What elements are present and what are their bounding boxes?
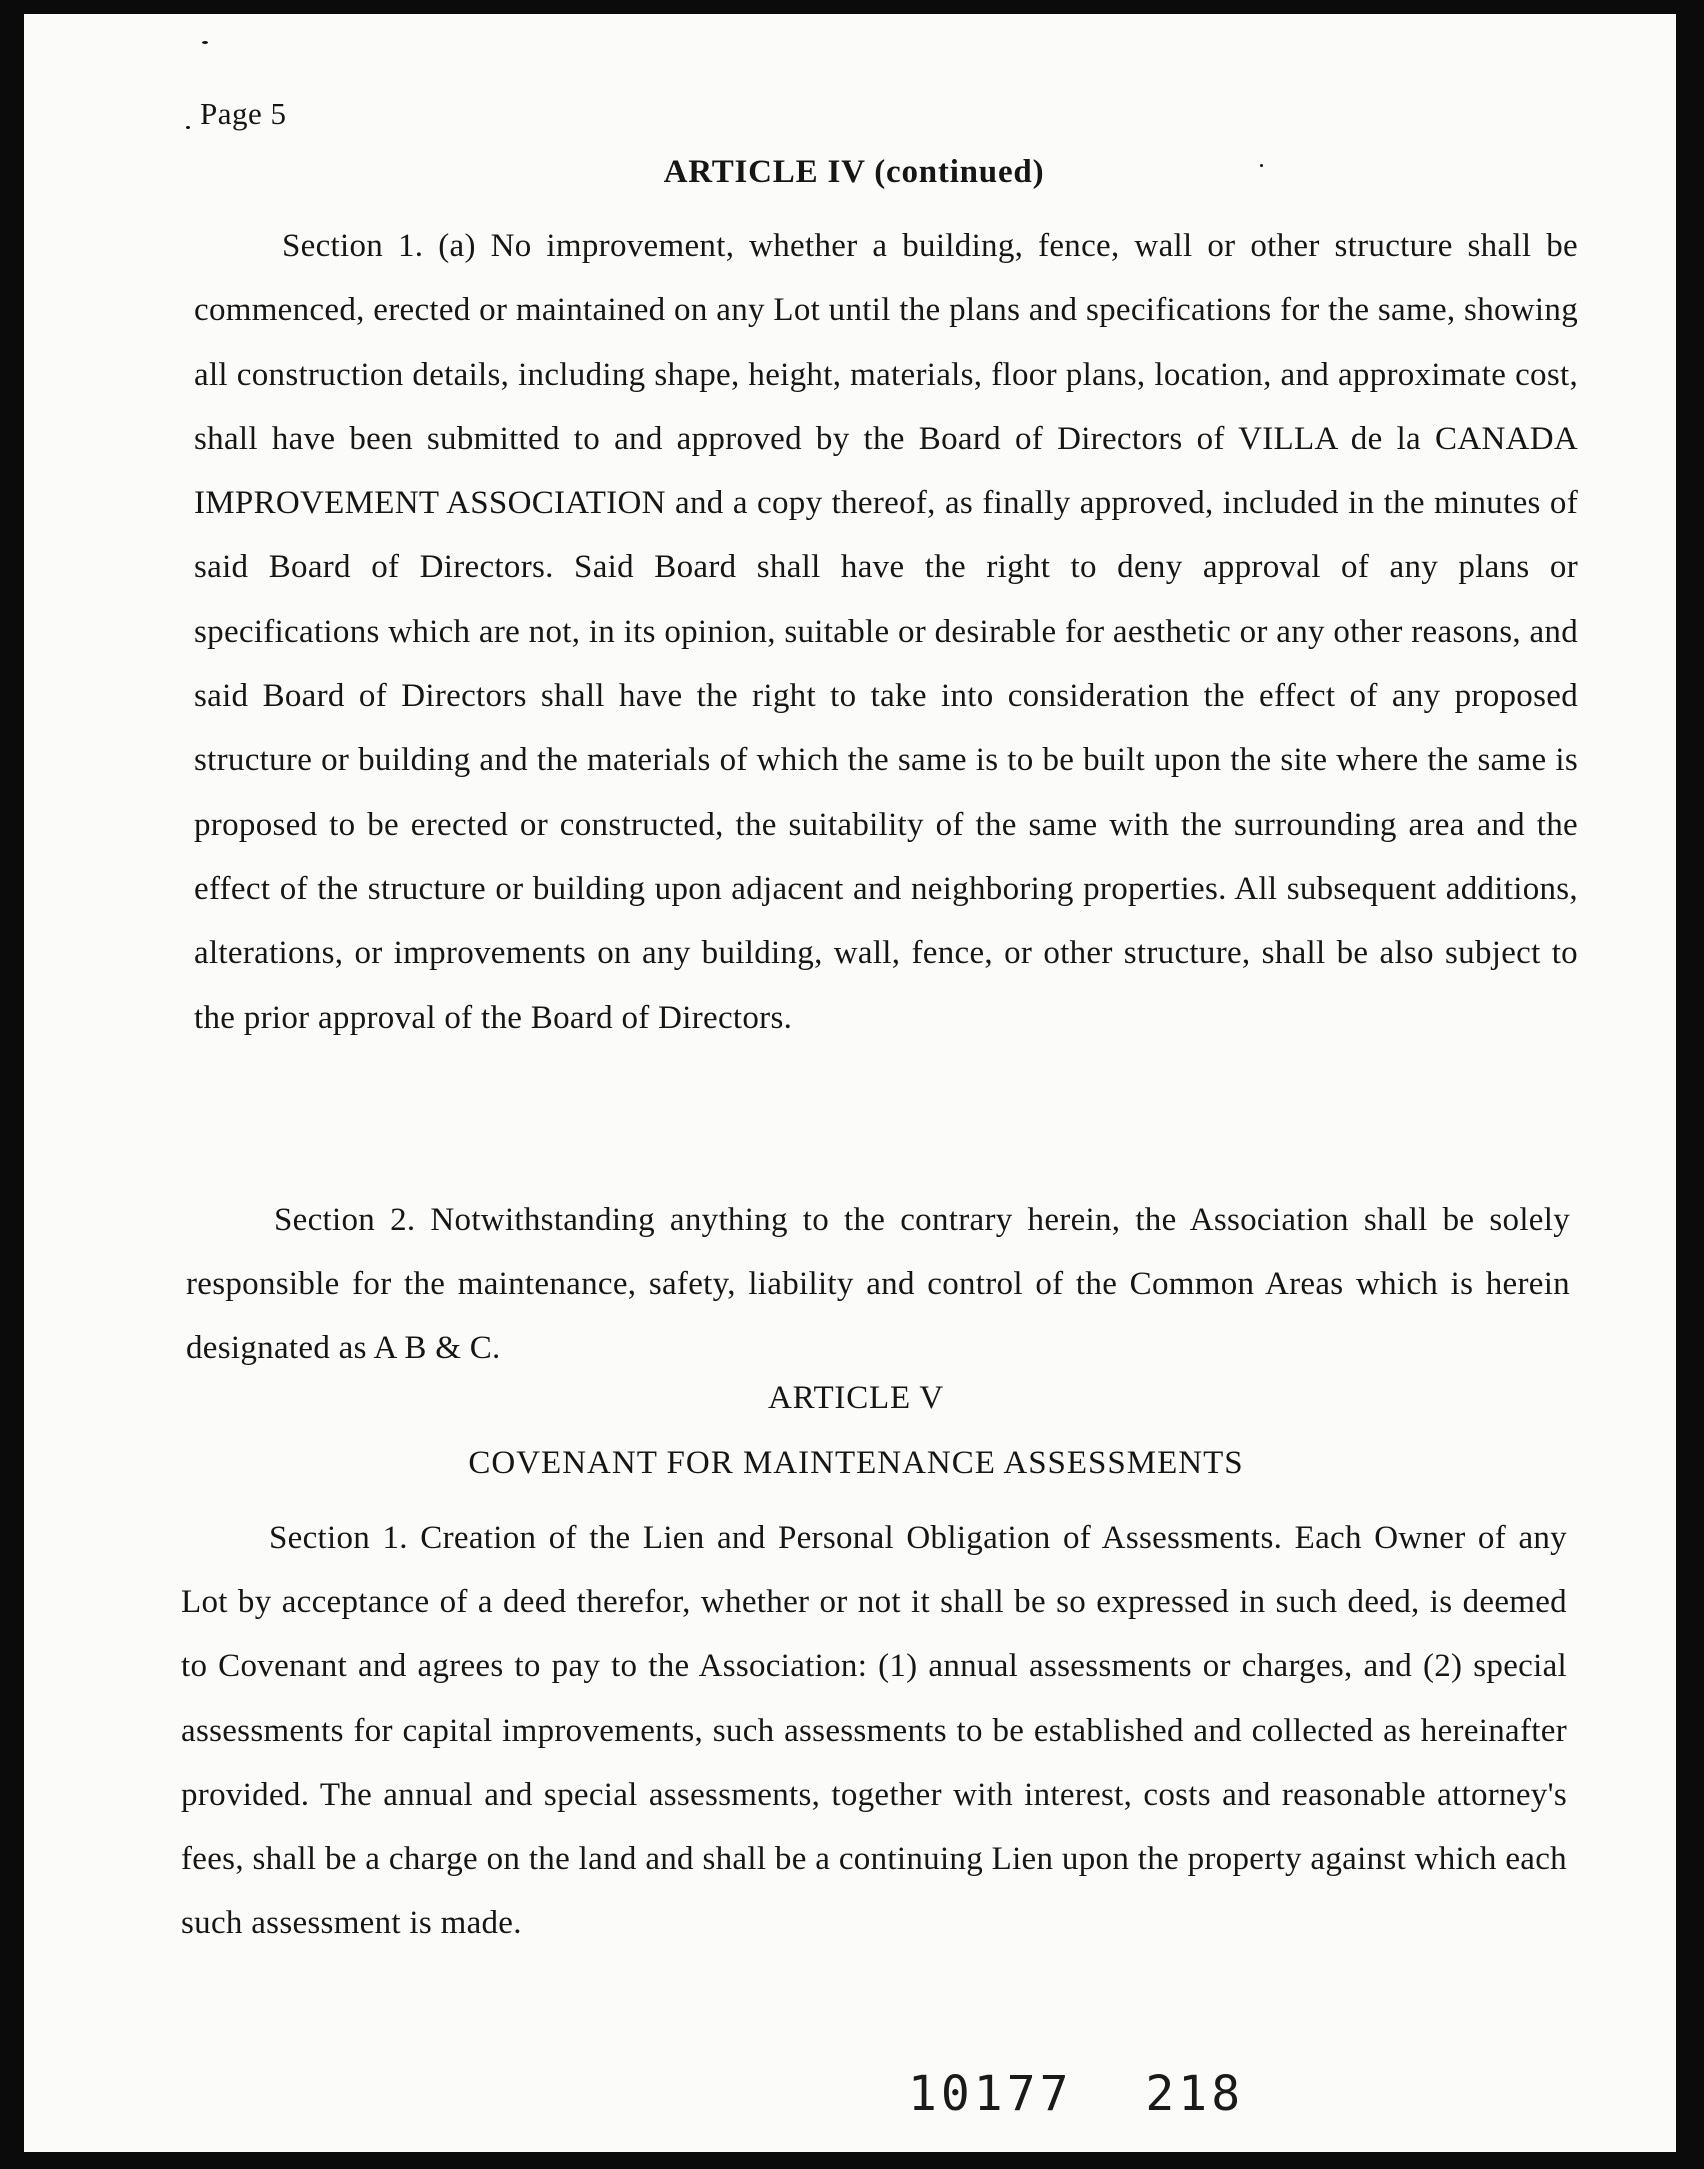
article-iv-section-1-paragraph: Section 1. (a) No improvement, whether a building, fence, wall or other structure shall be commenced, erected or maintained on any Lot until the plans and specifications for the same, showing all construction details, including shape, height, materials, floor plans, location, and approximate cost, shall have been submitted to and approved by the Board of Directors of VILLA de la CANADA IMPROVEMENT ASSOCIATION and a copy thereof, as finally approved, included in the minutes of said Board of Directors. Said Board shall have the right to deny approval of any plans or specifications which are not, in its opinion, suitable or desirable for aesthetic or any other reasons, and said Board of Directors shall have the right to take into consideration the effect of any proposed structure or building and the materials of which the same is to be built upon the site where the same is proposed to be erected or constructed, the suitability of the same with the surrounding area and the effect of the structure or building upon adjacent and neighboring properties. All subsequent additions, alterations, or improvements on any building, wall, fence, or other structure, shall be also subject to the prior approval of the Board of Directors. bbox=[194, 228, 1578, 1036]
footer-stamp-numbers: 10177 218 bbox=[908, 2066, 1245, 2122]
article-v-subheading: COVENANT FOR MAINTENANCE ASSESSMENTS bbox=[468, 1445, 1244, 1481]
article-v-heading: ARTICLE V bbox=[767, 1380, 945, 1416]
page-number-label: Page 5 bbox=[200, 96, 287, 131]
article-iv-heading: ARTICLE IV (continued) bbox=[663, 154, 1045, 190]
article-v-section-1-paragraph: Section 1. Creation of the Lien and Personal Obligation of Assessments. Each Owner of any Lot by acceptance of a deed therefor, whether or not it shall be so expressed in such deed, is deemed to Covenant and agrees to pay to the Association: (1) annual assessments or charges, and (2) special assessments for capital improvements, such assessments to be established and collected as hereinafter provided. The annual and special assessments, together with interest, costs and reasonable attorney's fees, shall be a charge on the land and shall be a continuing Lien upon the property against which each such assessment is made. bbox=[181, 1520, 1567, 1942]
article-iv-section-2-paragraph: Section 2. Notwithstanding anything to the contrary herein, the Association shall be solely responsible for the maintenance, safety, liability and control of the Common Areas which is herein designated as A B & C. bbox=[186, 1202, 1570, 1366]
scan-speck bbox=[202, 41, 208, 44]
document-page bbox=[24, 14, 1676, 2152]
scan-speck bbox=[186, 126, 190, 129]
